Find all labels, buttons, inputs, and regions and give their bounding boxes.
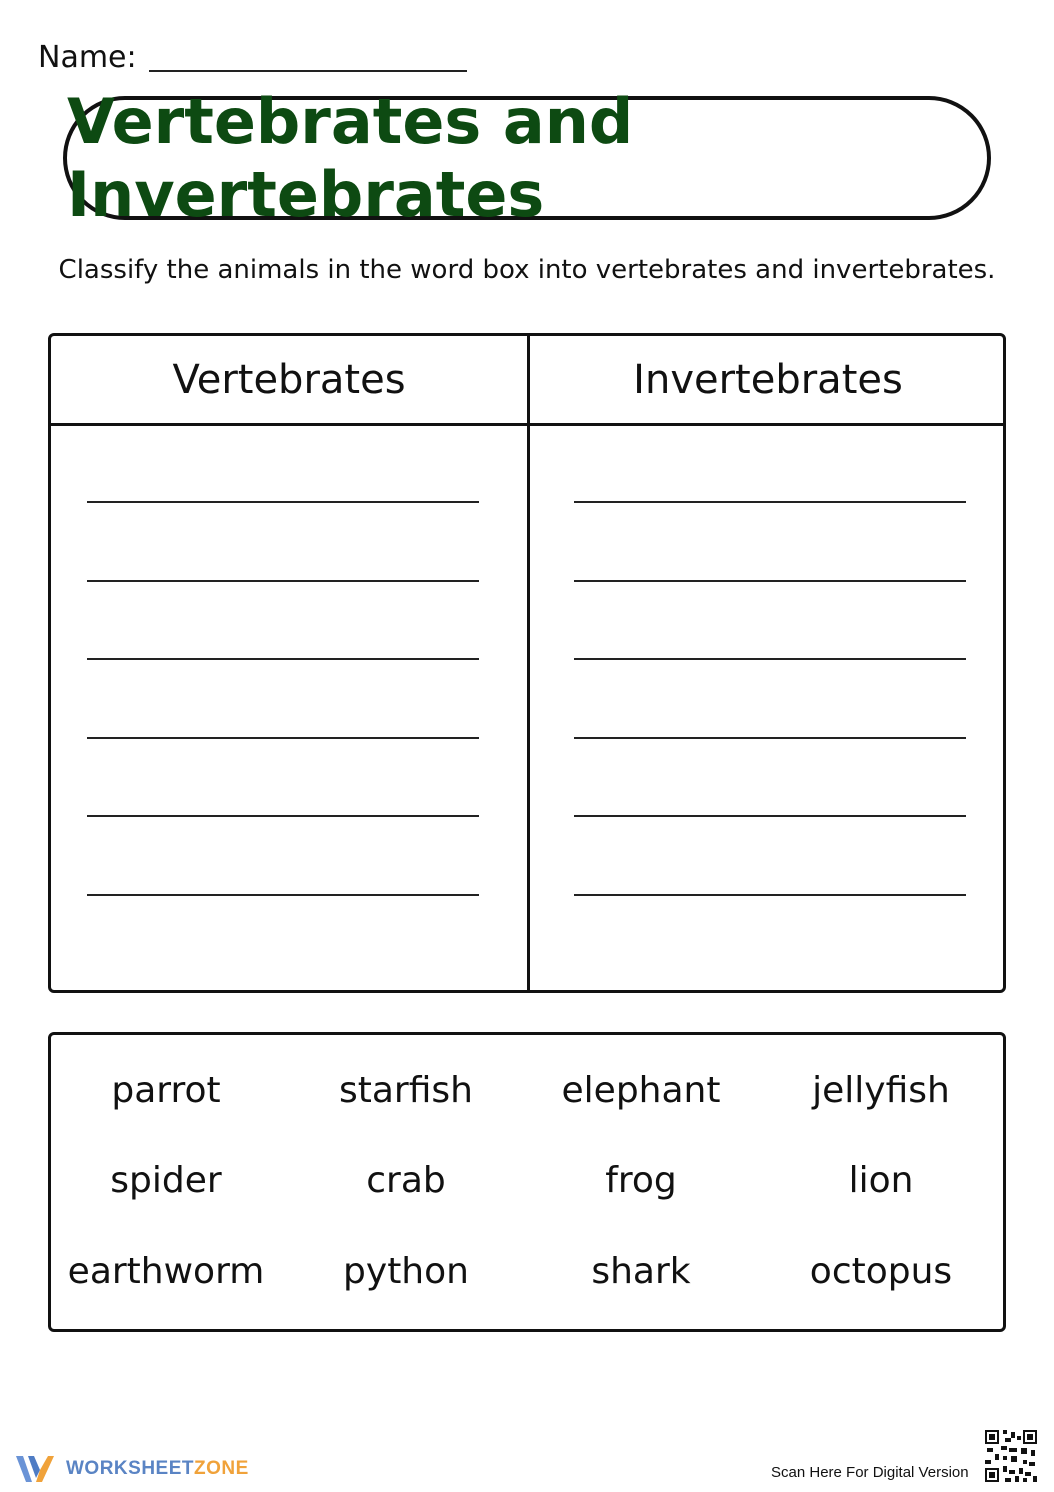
- word-box: [48, 1032, 1006, 1332]
- answer-line[interactable]: [87, 658, 479, 660]
- answer-line[interactable]: [574, 658, 966, 660]
- answer-line[interactable]: [87, 580, 479, 582]
- classification-table: [48, 333, 1006, 993]
- word-item: python: [343, 1251, 469, 1292]
- word-item: lion: [848, 1160, 914, 1201]
- worksheetzone-logo-icon: [14, 1452, 58, 1486]
- word-item: spider: [110, 1160, 222, 1201]
- column-header-vertebrates: Vertebrates: [172, 356, 406, 403]
- word-item: elephant: [561, 1070, 721, 1111]
- word-item: starfish: [339, 1070, 473, 1111]
- column-header-invertebrates: Invertebrates: [633, 356, 903, 403]
- answer-line[interactable]: [574, 501, 966, 503]
- word-item: octopus: [809, 1251, 953, 1292]
- page-title: Vertebrates and Invertebrates: [67, 85, 634, 231]
- logo-text-zone: ZONE: [194, 1458, 249, 1479]
- word-item: jellyfish: [812, 1070, 950, 1111]
- answer-line[interactable]: [574, 580, 966, 582]
- scan-text: Scan Here For Digital Version: [771, 1464, 969, 1481]
- name-row: [38, 38, 467, 78]
- logo-text-worksheet: WORKSHEET: [66, 1458, 194, 1479]
- column-divider: [527, 336, 530, 990]
- answer-line[interactable]: [87, 501, 479, 503]
- answer-line[interactable]: [574, 815, 966, 817]
- word-item: crab: [366, 1160, 446, 1201]
- footer-logo: [14, 1452, 249, 1486]
- instructions: Classify the animals in the word box into vertebrates and invertebrates.: [58, 255, 996, 285]
- word-item: frog: [605, 1160, 677, 1201]
- logo-text: [66, 1458, 249, 1480]
- title-banner: [63, 85, 991, 231]
- answer-line[interactable]: [87, 737, 479, 739]
- answer-line[interactable]: [574, 737, 966, 739]
- answer-line[interactable]: [574, 894, 966, 896]
- name-input-line[interactable]: [149, 70, 467, 72]
- word-item: shark: [591, 1251, 691, 1292]
- word-item: parrot: [111, 1070, 221, 1111]
- qr-code-icon[interactable]: [983, 1428, 1039, 1484]
- header-divider: [51, 423, 1003, 426]
- name-label: Name:: [38, 40, 137, 75]
- answer-line[interactable]: [87, 894, 479, 896]
- word-item: earthworm: [67, 1251, 265, 1292]
- answer-line[interactable]: [87, 815, 479, 817]
